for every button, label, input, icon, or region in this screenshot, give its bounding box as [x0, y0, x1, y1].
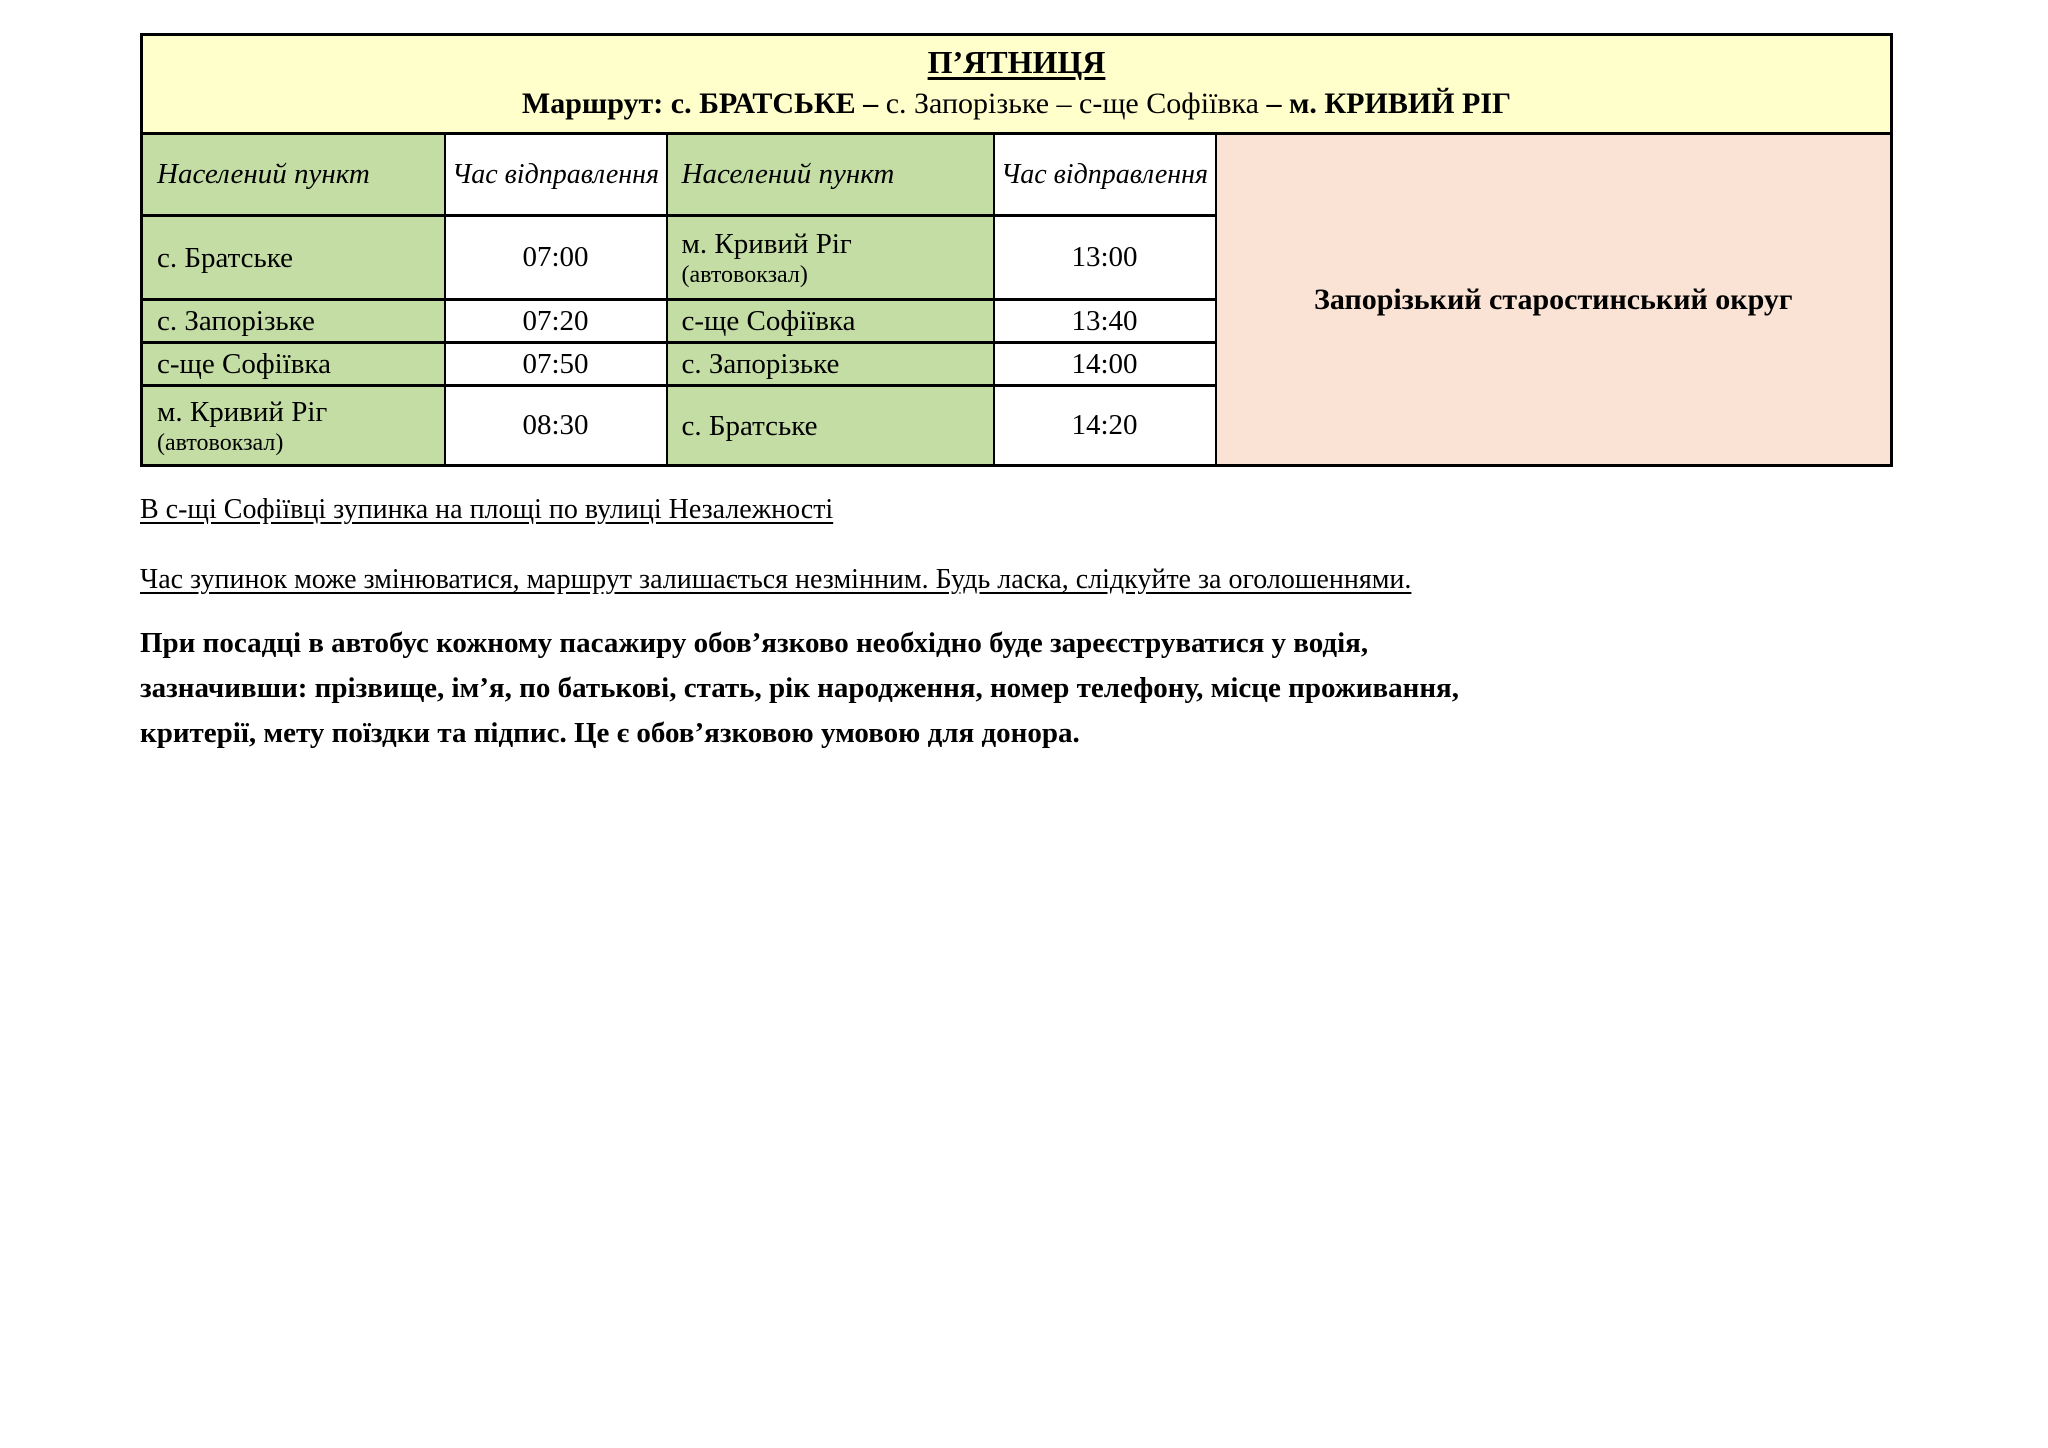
stop-location-note-text: В с-щі Софіївці зупинка на площі по вулиці Незалежності — [140, 494, 834, 525]
schedule-change-note-text: Час зупинок може змінюватися, маршрут залишається незмінним. Будь ласка, слідкуйте за оголошеннями. — [140, 564, 1412, 595]
stop-name — [667, 216, 994, 300]
departure-time: 07:00 — [445, 216, 667, 300]
day-title: П’ЯТНИЦЯ — [927, 44, 1106, 80]
schedule-table — [140, 33, 1893, 467]
route-start-bold: Маршрут: с. БРАТСЬКЕ – — [521, 87, 879, 120]
stop-name: с. Запорізьке — [142, 300, 445, 343]
header-time-return: Час відправлення — [994, 134, 1216, 216]
document-page — [140, 33, 1900, 756]
header-time-outbound: Час відправлення — [445, 134, 667, 216]
route-line — [143, 84, 1890, 124]
stop-name-subnote: (автовокзал) — [681, 261, 808, 288]
stop-name: с-ще Софіївка — [142, 343, 445, 386]
departure-time: 07:50 — [445, 343, 667, 386]
stop-name-main: м. Кривий Ріг — [157, 395, 328, 428]
stop-name — [142, 386, 445, 466]
header-place-outbound: Населений пункт — [142, 134, 445, 216]
schedule-change-note — [140, 561, 1840, 599]
departure-time: 08:30 — [445, 386, 667, 466]
departure-time: 13:40 — [994, 300, 1216, 343]
stop-name: с-ще Софіївка — [667, 300, 994, 343]
departure-time: 07:20 — [445, 300, 667, 343]
stop-location-note — [140, 491, 1840, 529]
route-end-bold: – м. КРИВИЙ РІГ — [1266, 87, 1512, 120]
departure-time: 14:00 — [994, 343, 1216, 386]
route-middle: с. Запорізьке – с-ще Софіївка — [878, 87, 1267, 120]
header-place-return: Населений пункт — [667, 134, 994, 216]
stop-name: с. Братське — [142, 216, 445, 300]
stop-name-subnote: (автовокзал) — [157, 429, 284, 456]
departure-time: 13:00 — [994, 216, 1216, 300]
district-cell: Запорізький старостинський округ — [1216, 134, 1892, 466]
stop-name: с. Запорізьке — [667, 343, 994, 386]
table-title-cell — [142, 35, 1892, 134]
stop-name-main: м. Кривий Ріг — [681, 227, 852, 260]
registration-requirement-paragraph: При посадці в автобус кожному пасажиру обов’язково необхідно буде зареєструватися у водія, зазначивши: прізвище, ім’я, по батькові, стать, рік народження, номер телефону, місце проживання, критерії, мету поїздки та підпис. Це є обов’язковою умовою для донора. — [140, 627, 1459, 749]
departure-time: 14:20 — [994, 386, 1216, 466]
stop-name: с. Братське — [667, 386, 994, 466]
